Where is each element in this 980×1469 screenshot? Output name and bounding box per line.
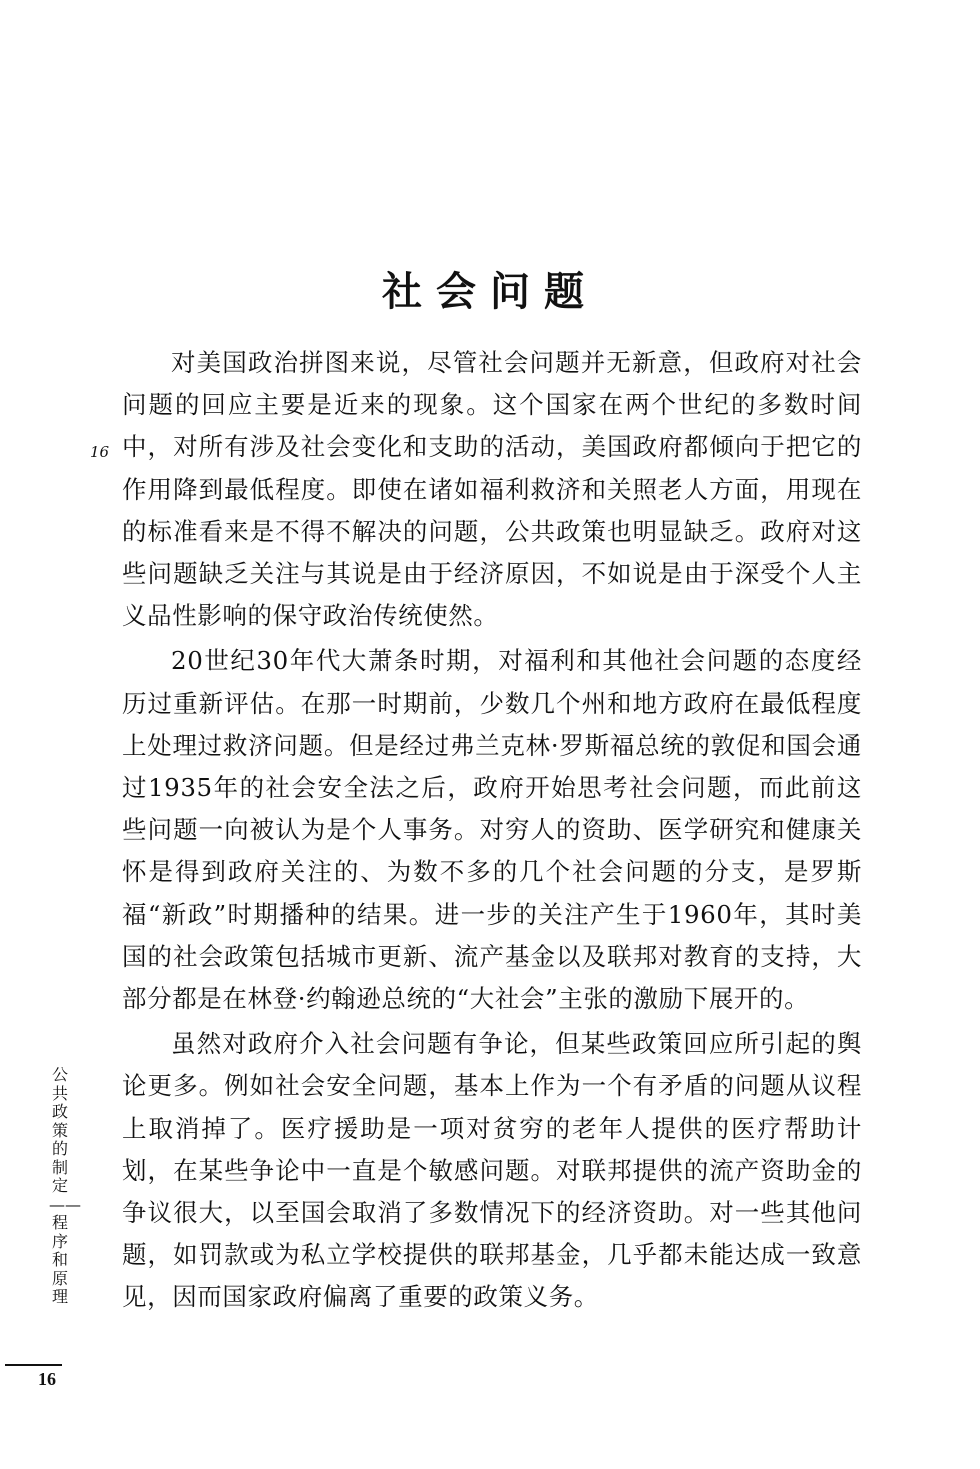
page-title: 社会问题: [382, 267, 598, 315]
footer-page-number: 16: [38, 1369, 56, 1389]
paragraph-2: 20世纪30年代大萧条时期，对福利和其他社会问题的态度经历过重新评估。在那一时期前，少数几个州和地方政府在最低程度上处理过救济问题。但是经过弗兰克林·罗斯福总统的敦促和国会通过1935年的社会安全法之后，政府开始思考社会问题，而此前这些问题一向被认为是个人事务。对穷人的资助、医学研究和健康关怀是得到政府关注的、为数不多的几个社会问题的分支，是罗斯福“新政”时期播种的结果。进一步的关注产生于1960年，其时美国的社会政策包括城市更新、流产基金以及联邦对教育的支持，大部分都是在林登·约翰逊总统的“大社会”主张的激励下展开的。: [122, 646, 862, 1014]
margin-page-number: 16: [90, 443, 110, 461]
paragraph-1: 对美国政治拼图来说，尽管社会问题并无新意，但政府对社会问题的回应主要是近来的现象。这个国家在两个世纪的多数时间中，对所有涉及社会变化和支助的活动，美国政府都倾向于把它的作用降到最低程度。即使在诸如福利救济和关照老人方面，用现在的标准看来是不得不解决的问题，公共政策也明显缺乏。政府对这些问题缺乏关注与其说是由于经济原因，不如说是由于深受个人主义品性影响的保守政治传统使然。: [122, 348, 862, 631]
running-title: 公共政策的制定——程序和原理: [49, 1065, 81, 1306]
body-text: [122, 342, 862, 1322]
footer-rule: [5, 1364, 62, 1366]
paragraph-3: 虽然对政府介入社会问题有争论，但某些政策回应所引起的舆论更多。例如社会安全问题，基本上作为一个有矛盾的问题从议程上取消掉了。医疗援助是一项对贫穷的老年人提供的医疗帮助计划，在某些争论中一直是个敏感问题。对联邦提供的流产资助金的争议很大，以至国会取消了多数情况下的经济资助。对一些其他问题，如罚款或为私立学校提供的联邦基金，几乎都未能达成一致意见，因而国家政府偏离了重要的政策义务。: [122, 1029, 862, 1312]
